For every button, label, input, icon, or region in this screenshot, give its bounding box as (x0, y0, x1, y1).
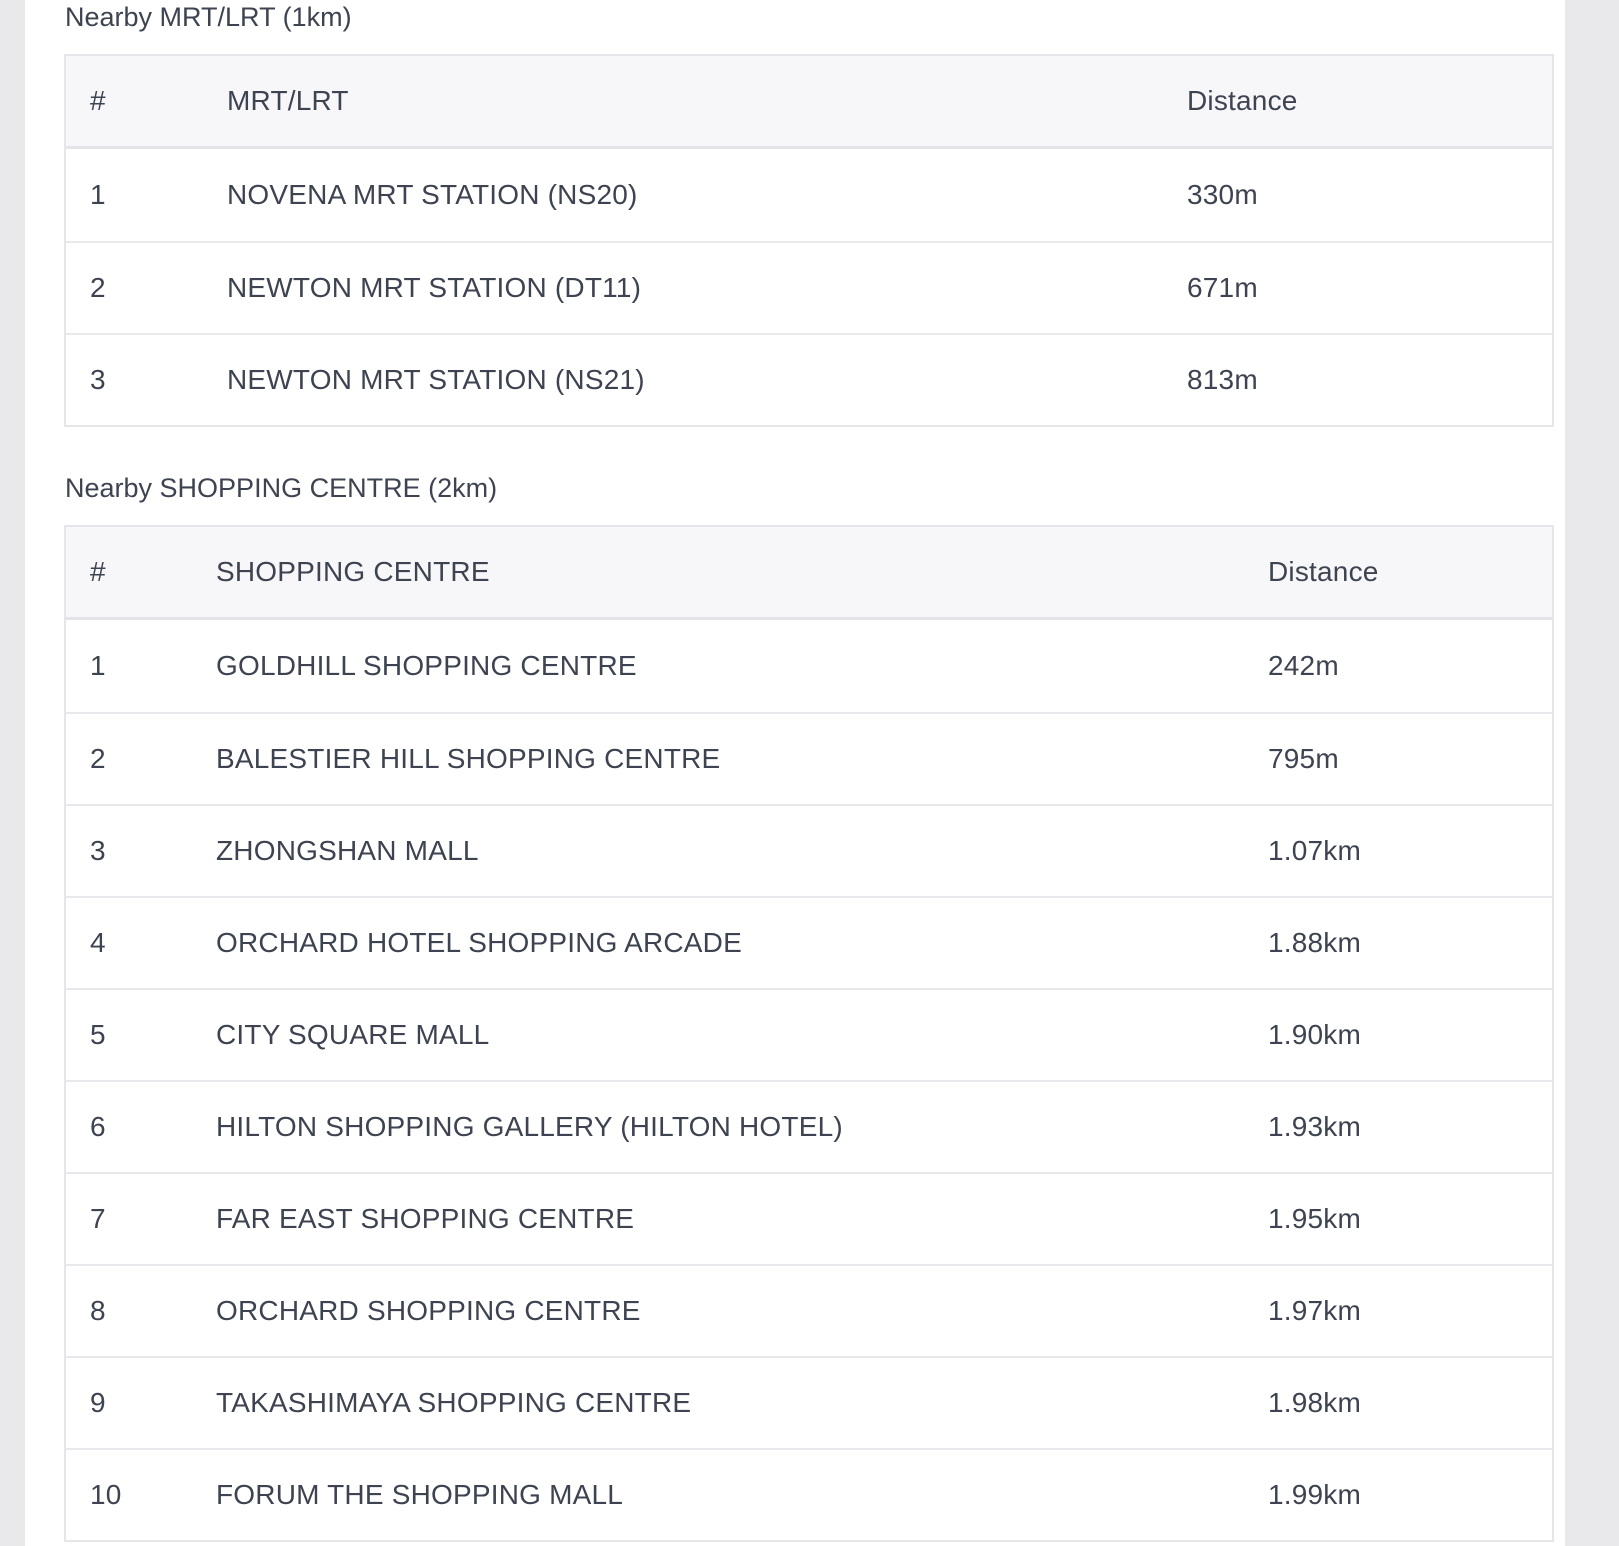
header-name: MRT/LRT (227, 85, 349, 116)
header-num: # (90, 85, 106, 116)
row-num: 2 (90, 743, 106, 774)
header-name: SHOPPING CENTRE (216, 556, 490, 587)
row-name: TAKASHIMAYA SHOPPING CENTRE (216, 1387, 692, 1418)
table-row (66, 1172, 1552, 1264)
row-distance: 1.07km (1268, 835, 1362, 866)
row-num: 6 (90, 1111, 106, 1142)
row-distance: 1.98km (1268, 1387, 1362, 1418)
row-distance: 1.93km (1268, 1111, 1362, 1142)
row-num: 3 (90, 835, 106, 866)
row-name: NEWTON MRT STATION (NS21) (227, 364, 645, 395)
table-header-row (66, 56, 1552, 149)
table-header-row (66, 527, 1552, 620)
table-row (66, 896, 1552, 988)
row-distance: 1.97km (1268, 1295, 1362, 1326)
row-name: CITY SQUARE MALL (216, 1019, 490, 1050)
row-distance: 795m (1268, 743, 1339, 774)
row-distance: 813m (1187, 364, 1258, 395)
row-num: 2 (90, 272, 106, 303)
row-name: FORUM THE SHOPPING MALL (216, 1479, 624, 1510)
row-name: NEWTON MRT STATION (DT11) (227, 272, 642, 303)
row-name: ZHONGSHAN MALL (216, 835, 479, 866)
table-row (66, 712, 1552, 804)
content-panel (25, 0, 1565, 1546)
table-row (66, 1264, 1552, 1356)
row-name: ORCHARD HOTEL SHOPPING ARCADE (216, 927, 742, 958)
row-num: 10 (90, 1479, 122, 1510)
header-distance: Distance (1268, 556, 1379, 587)
row-distance: 242m (1268, 650, 1339, 681)
shopping-section-title: Nearby SHOPPING CENTRE (2km) (65, 473, 498, 503)
table-row (66, 1080, 1552, 1172)
row-num: 1 (90, 179, 106, 210)
table-row (66, 241, 1552, 333)
row-num: 1 (90, 650, 106, 681)
row-num: 8 (90, 1295, 106, 1326)
table-row (66, 1448, 1552, 1540)
table-row (66, 804, 1552, 896)
row-distance: 1.99km (1268, 1479, 1362, 1510)
row-name: HILTON SHOPPING GALLERY (HILTON HOTEL) (216, 1111, 843, 1142)
header-num: # (90, 556, 106, 587)
header-distance: Distance (1187, 85, 1298, 116)
row-num: 3 (90, 364, 106, 395)
mrt-table (64, 54, 1554, 427)
row-name: ORCHARD SHOPPING CENTRE (216, 1295, 641, 1326)
row-num: 4 (90, 927, 106, 958)
row-num: 5 (90, 1019, 106, 1050)
shopping-table (64, 525, 1554, 1542)
table-row (66, 988, 1552, 1080)
table-row (66, 1356, 1552, 1448)
row-distance: 1.90km (1268, 1019, 1362, 1050)
table-row (66, 333, 1552, 425)
row-num: 9 (90, 1387, 106, 1418)
row-name: NOVENA MRT STATION (NS20) (227, 179, 638, 210)
row-name: BALESTIER HILL SHOPPING CENTRE (216, 743, 721, 774)
row-name: FAR EAST SHOPPING CENTRE (216, 1203, 635, 1234)
row-distance: 1.95km (1268, 1203, 1362, 1234)
row-num: 7 (90, 1203, 106, 1234)
table-row (66, 149, 1552, 241)
mrt-section-title: Nearby MRT/LRT (1km) (65, 2, 352, 32)
row-name: GOLDHILL SHOPPING CENTRE (216, 650, 637, 681)
row-distance: 671m (1187, 272, 1258, 303)
table-row (66, 620, 1552, 712)
row-distance: 330m (1187, 179, 1258, 210)
row-distance: 1.88km (1268, 927, 1362, 958)
